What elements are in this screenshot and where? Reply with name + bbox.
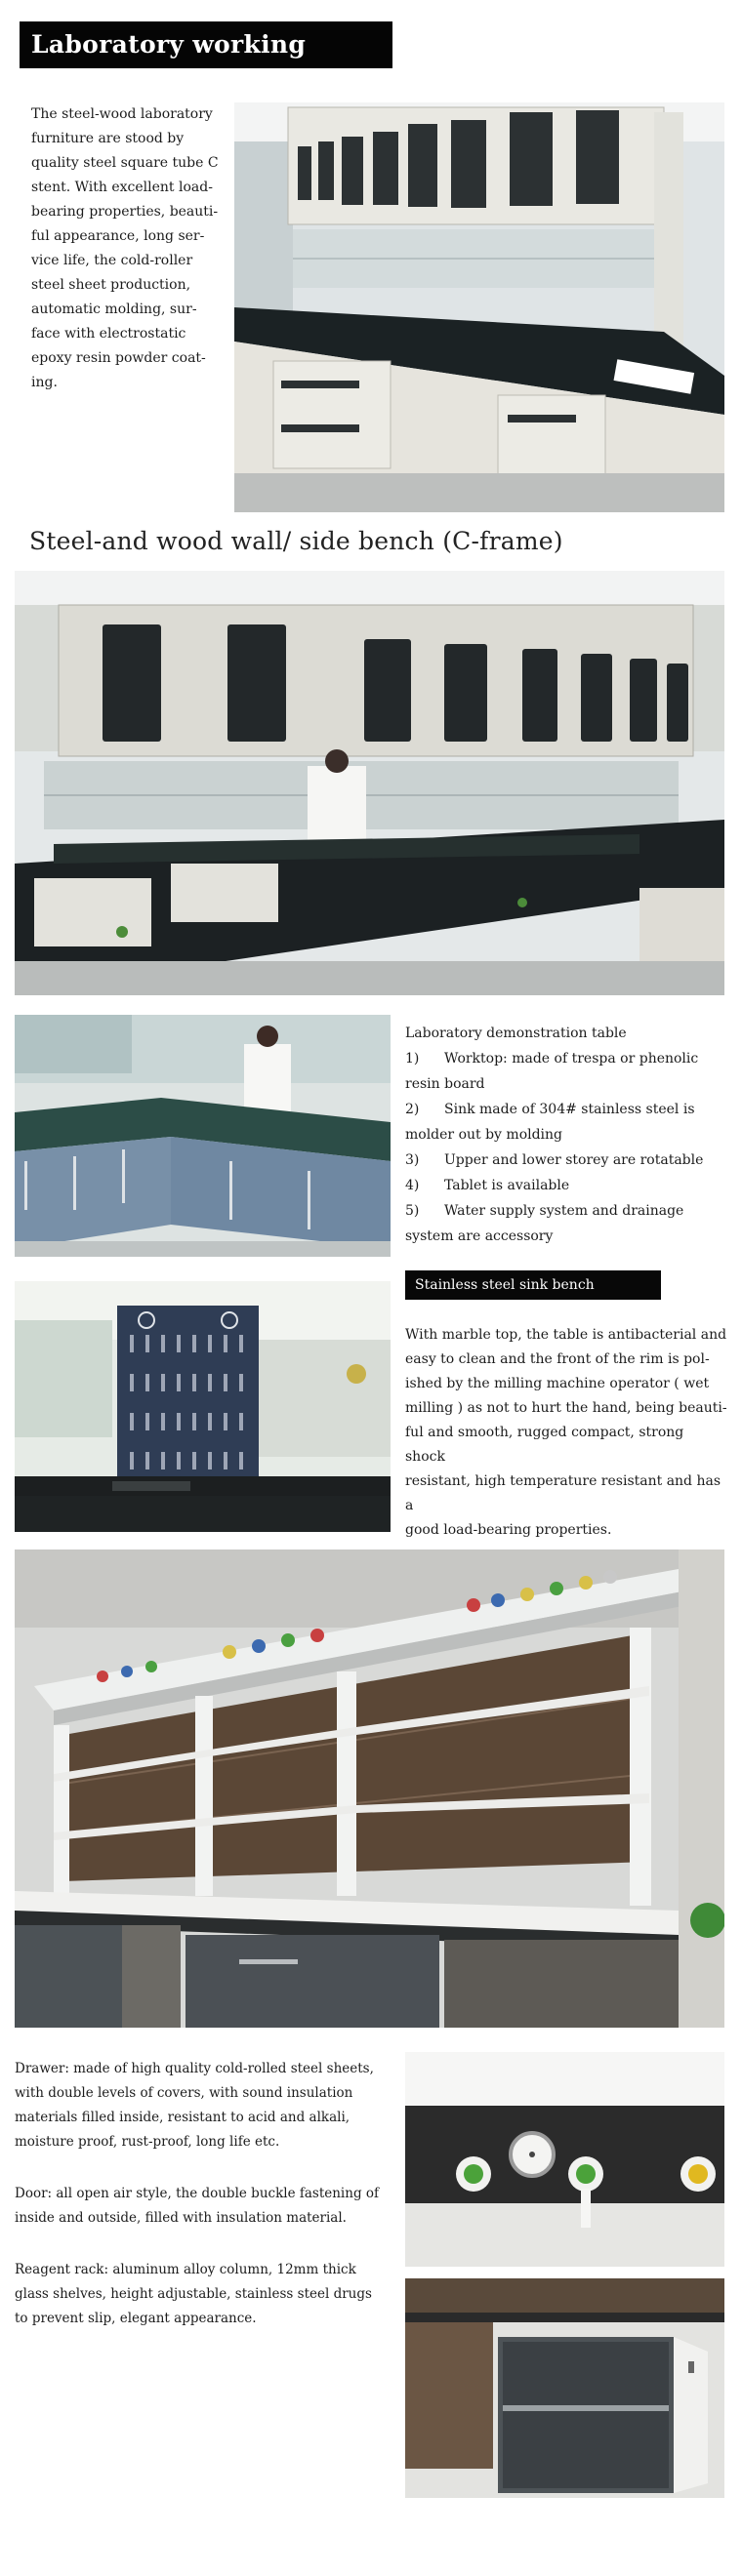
sink-bench-photo [15, 1281, 391, 1532]
demo-table-heading: Laboratory demonstration table [405, 1026, 627, 1041]
drawer-description: Drawer: made of high quality cold-rolled steel sheets, with double levels of covers, with sound insulation materials filled inside, resistant to acid and alkali, moisture proof, rust-proof, long life etc. [15, 2061, 374, 2150]
list-item: 1) Worktop: made of trespa or phenolic [405, 1051, 699, 1067]
section-heading: Steel-and wood wall/ side bench (C-frame) [29, 527, 563, 555]
sink-bench-description: With marble top, the table is antibacterial and easy to clean and the front of the rim is pol- ished by the milling machine operator ( wet milling ) as not to hurt the hand, being beauti- ful and smooth, rugged compact, strong shock resistant, high temperature resistant and has a good load-bearing properties. [405, 1327, 727, 1538]
list-item: 5) Water supply system and drainage [405, 1203, 684, 1219]
list-item-continuation: system are accessory [405, 1228, 554, 1244]
demo-table-spec-list [405, 1021, 727, 1249]
page-title: Laboratory working bench [20, 21, 392, 68]
list-item-continuation: molder out by molding [405, 1127, 563, 1143]
reagent-rack-description: Reagent rack: aluminum alloy column, 12mm thick glass shelves, height adjustable, stainless steel drugs to prevent slip, elegant appearance. [15, 2262, 372, 2326]
gas-valve-photo [405, 2052, 724, 2267]
list-item-continuation: resin board [405, 1076, 485, 1092]
door-description: Door: all open air style, the double buckle fastening of inside and outside, filled with insulation material. [15, 2186, 380, 2226]
lab-bench-photo [234, 102, 724, 512]
intro-text: The steel-wood laboratory furniture are stood by quality steel square tube C stent. With excellent load- bearing properties, beauti- ful appearance, long ser- vice life, the cold-roller steel sheet production, automatic molding, sur- face with electrostatic epoxy resin powder coat- ing. [31, 106, 219, 390]
details-text [15, 2057, 405, 2331]
list-item: 2) Sink made of 304# stainless steel is [405, 1102, 695, 1117]
c-frame-bench-photo [15, 571, 724, 995]
demonstration-table-photo [15, 1015, 391, 1257]
list-item: 4) Tablet is available [405, 1178, 570, 1193]
cabinet-door-photo [405, 2278, 724, 2498]
reagent-rack-bench-photo [15, 1550, 724, 2028]
sink-bench-label: Stainless steel sink bench [405, 1270, 661, 1300]
list-item: 3) Upper and lower storey are rotatable [405, 1152, 704, 1168]
